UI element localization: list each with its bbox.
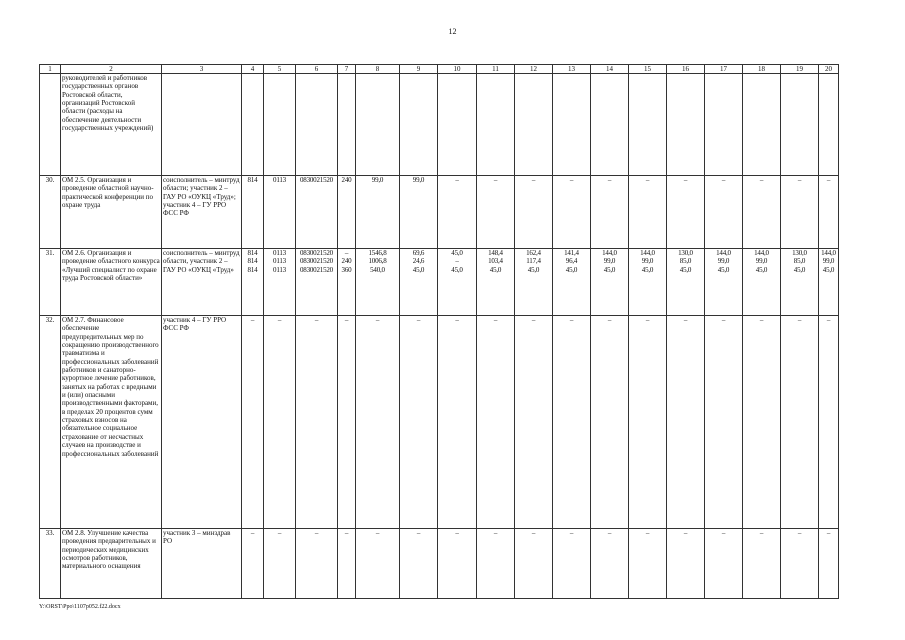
column-number: 18 [743,65,781,74]
value-cell: 144,0 99,0 45,0 [819,249,839,316]
value-cell [264,74,296,176]
value-cell: 144,0 99,0 45,0 [705,249,743,316]
value-cell: 0830021520 [296,176,338,249]
executor-cell: соисполнитель – минтруд области, участник 2 – ГАУ РО «ОУКЦ «Труд» [162,249,242,316]
table-row [40,529,839,599]
value-cell: – [400,316,438,529]
table-row [40,249,839,316]
value-cell: – [515,316,553,529]
table-row [40,176,839,249]
value-cell [743,74,781,176]
column-number: 2 [61,65,162,74]
value-cell: – [629,529,667,599]
table-row [40,74,839,176]
column-number-row [40,65,839,74]
value-cell: 0830021520 0830021520 0830021520 [296,249,338,316]
value-cell: 99,0 [400,176,438,249]
value-cell: – [743,529,781,599]
executor-cell: соисполнитель – минтруд области; участник 2 – ГАУ РО «ОУКЦ «Труд»; участник 4 – ГУ РРО ФСС РФ [162,176,242,249]
column-number: 13 [553,65,591,74]
value-cell [667,74,705,176]
value-cell: 162,4 117,4 45,0 [515,249,553,316]
value-cell: – [591,316,629,529]
value-cell: 814 814 814 [242,249,264,316]
executor-cell [162,74,242,176]
column-number: 6 [296,65,338,74]
column-number: 20 [819,65,839,74]
value-cell: – [264,529,296,599]
value-cell: – [743,176,781,249]
value-cell: – [296,529,338,599]
value-cell: – [553,316,591,529]
value-cell: 45,0 – 45,0 [438,249,477,316]
column-number: 16 [667,65,705,74]
value-cell: – [477,529,515,599]
value-cell [242,74,264,176]
value-cell: – [629,316,667,529]
value-cell [296,74,338,176]
value-cell [438,74,477,176]
measure-name: руководителей и работников государственных органов Ростовской области, организаций Ростовской области (расходы на обеспечение деятельности государственных учреждений) [61,74,162,176]
measure-name: ОМ 2.8. Улучшение качества проведения предварительных и периодических медицинских осмотров работников, материального оснащения [61,529,162,599]
value-cell: – [743,316,781,529]
value-cell: – [629,176,667,249]
column-number: 1 [40,65,61,74]
value-cell: 144,0 99,0 45,0 [629,249,667,316]
value-cell: – [819,529,839,599]
value-cell [819,74,839,176]
footer-file-path: Y:\ORST\Ppo\1107p052.f22.docx [39,604,121,610]
value-cell [515,74,553,176]
value-cell: – [515,176,553,249]
column-number: 10 [438,65,477,74]
value-cell: 0113 0113 0113 [264,249,296,316]
row-number: 33. [40,529,61,599]
budget-table [39,64,839,599]
value-cell: 144,0 99,0 45,0 [743,249,781,316]
value-cell: 240 [338,176,356,249]
value-cell: – [819,316,839,529]
row-number: 31. [40,249,61,316]
measure-name: ОМ 2.6. Организация и проведение областного конкурса «Лучший специалист по охране труда Ростовской области» [61,249,162,316]
column-number: 8 [356,65,400,74]
value-cell [629,74,667,176]
value-cell: – [705,529,743,599]
value-cell: 130,0 85,0 45,0 [667,249,705,316]
value-cell: – [356,529,400,599]
value-cell: – [242,529,264,599]
value-cell [338,74,356,176]
value-cell: – [438,529,477,599]
value-cell [553,74,591,176]
value-cell [591,74,629,176]
column-number: 19 [781,65,819,74]
value-cell: – [781,316,819,529]
value-cell: – [553,176,591,249]
value-cell: – [338,529,356,599]
value-cell: – [667,316,705,529]
value-cell: – [264,316,296,529]
executor-cell: участник 4 – ГУ РРО ФСС РФ [162,316,242,529]
value-cell: 99,0 [356,176,400,249]
value-cell: 814 [242,176,264,249]
row-number [40,74,61,176]
value-cell: – [705,316,743,529]
column-number: 3 [162,65,242,74]
value-cell: – [781,529,819,599]
measure-name: ОМ 2.7. Финансовое обеспечение предупредительных мер по сокращению производственного травматизма и профессиональных заболеваний работников и санаторно-курортное лечение работников, занятых на работах с вредными и (или) опасными производственными факторами, в пределах 20 процентов сумм страховых взносов на обязательное социальное страхование от несчастных случаев на производстве и профессиональных заболеваний [61,316,162,529]
value-cell: – [438,176,477,249]
value-cell: 69,6 24,6 45,0 [400,249,438,316]
value-cell: 1546,8 1006,8 540,0 [356,249,400,316]
column-number: 12 [515,65,553,74]
column-number: 15 [629,65,667,74]
value-cell: – [591,176,629,249]
column-number: 4 [242,65,264,74]
value-cell: – [705,176,743,249]
executor-cell: участник 3 – минздрав РО [162,529,242,599]
value-cell [781,74,819,176]
value-cell: – [356,316,400,529]
value-cell: – [515,529,553,599]
value-cell: – [819,176,839,249]
value-cell [477,74,515,176]
value-cell: 148,4 103,4 45,0 [477,249,515,316]
page-number: 12 [448,27,457,36]
column-number: 11 [477,65,515,74]
value-cell [705,74,743,176]
row-number: 30. [40,176,61,249]
value-cell: – [591,529,629,599]
value-cell: 141,4 96,4 45,0 [553,249,591,316]
value-cell: – [400,529,438,599]
table-row [40,316,839,529]
value-cell [400,74,438,176]
value-cell: – [438,316,477,529]
column-number: 9 [400,65,438,74]
value-cell: – [242,316,264,529]
value-cell: 130,0 85,0 45,0 [781,249,819,316]
value-cell: – [667,529,705,599]
column-number: 17 [705,65,743,74]
value-cell: – [296,316,338,529]
value-cell: 144,0 99,0 45,0 [591,249,629,316]
measure-name: ОМ 2.5. Организация и проведение областной научно-практической конференции по охране труда [61,176,162,249]
value-cell: – [338,316,356,529]
value-cell: 0113 [264,176,296,249]
value-cell: – [781,176,819,249]
value-cell: – [477,316,515,529]
value-cell: – [667,176,705,249]
column-number: 5 [264,65,296,74]
value-cell [356,74,400,176]
column-number: 7 [338,65,356,74]
value-cell: – 240 360 [338,249,356,316]
value-cell: – [477,176,515,249]
column-number: 14 [591,65,629,74]
row-number: 32. [40,316,61,529]
value-cell: – [553,529,591,599]
